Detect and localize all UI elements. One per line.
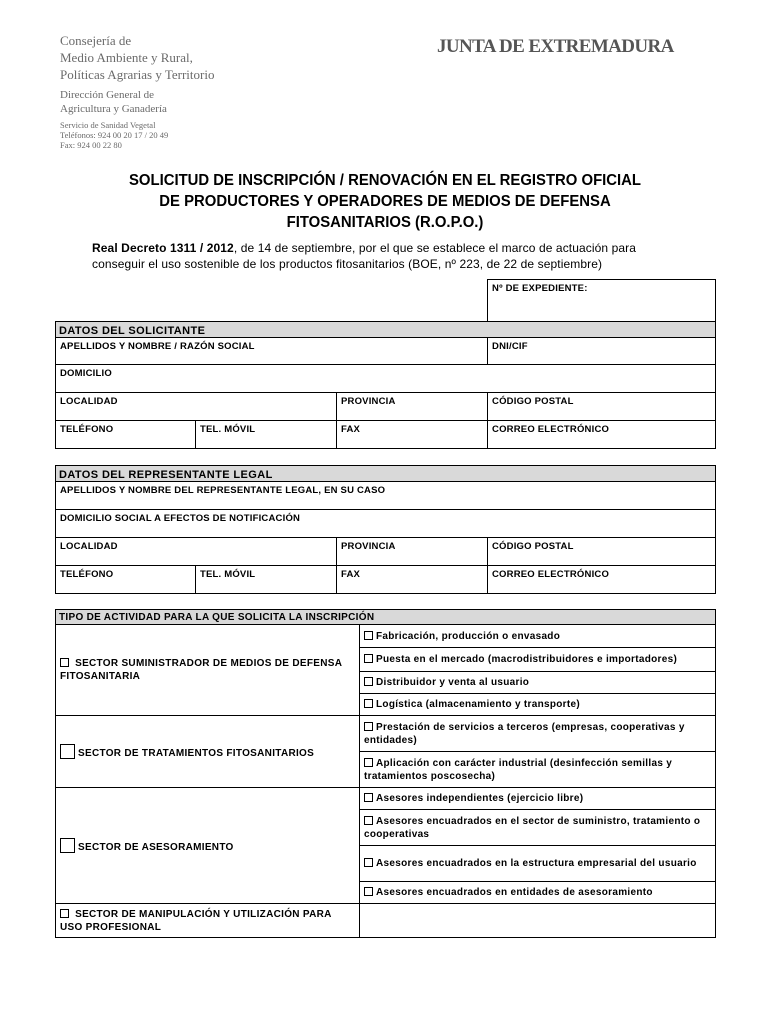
header-consejeria-line: Medio Ambiente y Rural, xyxy=(60,50,193,65)
actividad-table xyxy=(55,609,716,938)
sector-asesoramiento-cell[interactable] xyxy=(56,788,360,904)
brand-logo-text: JUNTA DE EXTREMADURA xyxy=(437,36,674,57)
representante-localidad-field[interactable]: LOCALIDAD xyxy=(56,538,337,566)
option-cell[interactable] xyxy=(360,846,716,882)
header-consejeria xyxy=(60,32,214,150)
representante-nombre-field[interactable]: APELLIDOS Y NOMBRE DEL REPRESENTANTE LEGAL, EN SU CASO xyxy=(56,482,716,510)
checkbox[interactable] xyxy=(364,699,373,708)
option-cell[interactable] xyxy=(360,752,716,788)
decree-text xyxy=(92,240,692,272)
option-cell[interactable] xyxy=(360,788,716,810)
checkbox[interactable] xyxy=(364,631,373,640)
solicitante-movil-field[interactable]: TEL. MÓVIL xyxy=(196,421,337,449)
option-cell[interactable] xyxy=(360,672,716,694)
solicitante-nombre-field[interactable]: APELLIDOS Y NOMBRE / RAZÓN SOCIAL xyxy=(56,338,488,365)
sector-asesoramiento-label: SECTOR DE ASESORAMIENTO xyxy=(78,841,234,853)
checkbox[interactable] xyxy=(364,816,373,825)
sector-tratamientos-cell[interactable] xyxy=(56,716,360,788)
checkbox[interactable] xyxy=(60,838,75,853)
header-servicio-line: Teléfonos: 924 00 20 17 / 20 49 xyxy=(60,130,169,140)
solicitante-telefono-field[interactable]: TELÉFONO xyxy=(56,421,196,449)
representante-telefono-field[interactable]: TELÉFONO xyxy=(56,566,196,594)
representante-email-field[interactable]: CORREO ELECTRÓNICO xyxy=(488,566,716,594)
expediente-field[interactable]: Nº DE EXPEDIENTE: xyxy=(488,280,716,322)
section-actividad: TIPO DE ACTIVIDAD PARA LA QUE SOLICITA LA INSCRIPCIÓN xyxy=(56,610,716,625)
checkbox[interactable] xyxy=(364,758,373,767)
header-consejeria-line: Políticas Agrarias y Territorio xyxy=(60,67,215,82)
option-label: Prestación de servicios a terceros (empresas, cooperativas y entidades) xyxy=(364,721,685,746)
option-cell[interactable] xyxy=(360,810,716,846)
solicitante-cp-field[interactable]: CÓDIGO POSTAL xyxy=(488,393,716,421)
representante-provincia-field[interactable]: PROVINCIA xyxy=(337,538,488,566)
title-line: SOLICITUD DE INSCRIPCIÓN / RENOVACIÓN EN EL REGISTRO OFICIAL xyxy=(128,172,642,189)
option-cell[interactable] xyxy=(360,882,716,904)
solicitante-dni-field[interactable]: DNI/CIF xyxy=(488,338,716,365)
checkbox[interactable] xyxy=(60,658,69,667)
option-label: Distribuidor y venta al usuario xyxy=(376,677,530,688)
checkbox[interactable] xyxy=(364,677,373,686)
option-cell[interactable] xyxy=(360,625,716,648)
option-label: Puesta en el mercado (macrodistribuidores e importadores) xyxy=(376,654,678,665)
checkbox[interactable] xyxy=(364,793,373,802)
page-title xyxy=(83,170,688,233)
solicitante-provincia-field[interactable]: PROVINCIA xyxy=(337,393,488,421)
solicitante-fax-field[interactable]: FAX xyxy=(337,421,488,449)
representante-table xyxy=(55,465,716,594)
decree-bold: Real Decreto 1311 / 2012 xyxy=(92,241,234,255)
representante-fax-field[interactable]: FAX xyxy=(337,566,488,594)
sector-manipulacion-cell[interactable] xyxy=(56,904,360,938)
checkbox[interactable] xyxy=(60,909,69,918)
solicitante-table xyxy=(55,279,716,449)
option-label: Asesores encuadrados en la estructura empresarial del usuario xyxy=(376,858,697,869)
section-representante: DATOS DEL REPRESENTANTE LEGAL xyxy=(56,466,716,482)
header-servicio-line: Fax: 924 00 22 80 xyxy=(60,140,122,150)
header-consejeria-line: Consejería de xyxy=(60,33,132,48)
sector-suministrador-cell[interactable] xyxy=(56,625,360,716)
sector-suministrador-label: SECTOR SUMINISTRADOR DE MEDIOS DE DEFENSA FITOSANITARIA xyxy=(60,658,342,682)
solicitante-localidad-field[interactable]: LOCALIDAD xyxy=(56,393,337,421)
header-direccion-line: Agricultura y Ganadería xyxy=(60,103,167,115)
title-line: FITOSANITARIOS (R.O.P.O.) xyxy=(286,214,484,231)
option-label: Asesores independientes (ejercicio libre) xyxy=(376,793,584,804)
checkbox[interactable] xyxy=(364,858,373,867)
option-cell[interactable] xyxy=(360,694,716,716)
checkbox[interactable] xyxy=(364,722,373,731)
option-label: Asesores encuadrados en el sector de suministro, tratamiento o cooperativas xyxy=(364,815,701,840)
empty-cell xyxy=(360,904,716,938)
representante-cp-field[interactable]: CÓDIGO POSTAL xyxy=(488,538,716,566)
header-servicio-line: Servicio de Sanidad Vegetal xyxy=(60,120,156,130)
title-line: DE PRODUCTORES Y OPERADORES DE MEDIOS DE DEFENSA xyxy=(159,193,611,210)
option-label: Logística (almacenamiento y transporte) xyxy=(376,699,580,710)
option-label: Asesores encuadrados en entidades de asesoramiento xyxy=(376,887,653,898)
section-solicitante: DATOS DEL SOLICITANTE xyxy=(56,322,716,338)
option-label: Fabricación, producción o envasado xyxy=(376,630,561,642)
decree-rest: , de 14 de septiembre, por el que se establece el marco de actuación para conseguir el uso sostenible de los productos fitosanitarios (BOE, nº 223, de 22 de septiembre) xyxy=(92,241,637,271)
solicitante-email-field[interactable]: CORREO ELECTRÓNICO xyxy=(488,421,716,449)
sector-tratamientos-label: SECTOR DE TRATAMIENTOS FITOSANITARIOS xyxy=(78,747,315,759)
representante-domicilio-field[interactable]: DOMICILIO SOCIAL A EFECTOS DE NOTIFICACIÓN xyxy=(56,510,716,538)
checkbox[interactable] xyxy=(364,654,373,663)
option-label: Aplicación con carácter industrial (desinfección semillas y tratamientos poscosecha) xyxy=(364,757,673,782)
checkbox[interactable] xyxy=(364,887,373,896)
sector-manipulacion-label: SECTOR DE MANIPULACIÓN Y UTILIZACIÓN PARA USO PROFESIONAL xyxy=(60,908,332,933)
header-direccion-line: Dirección General de xyxy=(60,89,155,101)
option-cell[interactable] xyxy=(360,648,716,672)
checkbox[interactable] xyxy=(60,744,75,759)
solicitante-domicilio-field[interactable]: DOMICILIO xyxy=(56,365,716,393)
representante-movil-field[interactable]: TEL. MÓVIL xyxy=(196,566,337,594)
option-cell[interactable] xyxy=(360,716,716,752)
